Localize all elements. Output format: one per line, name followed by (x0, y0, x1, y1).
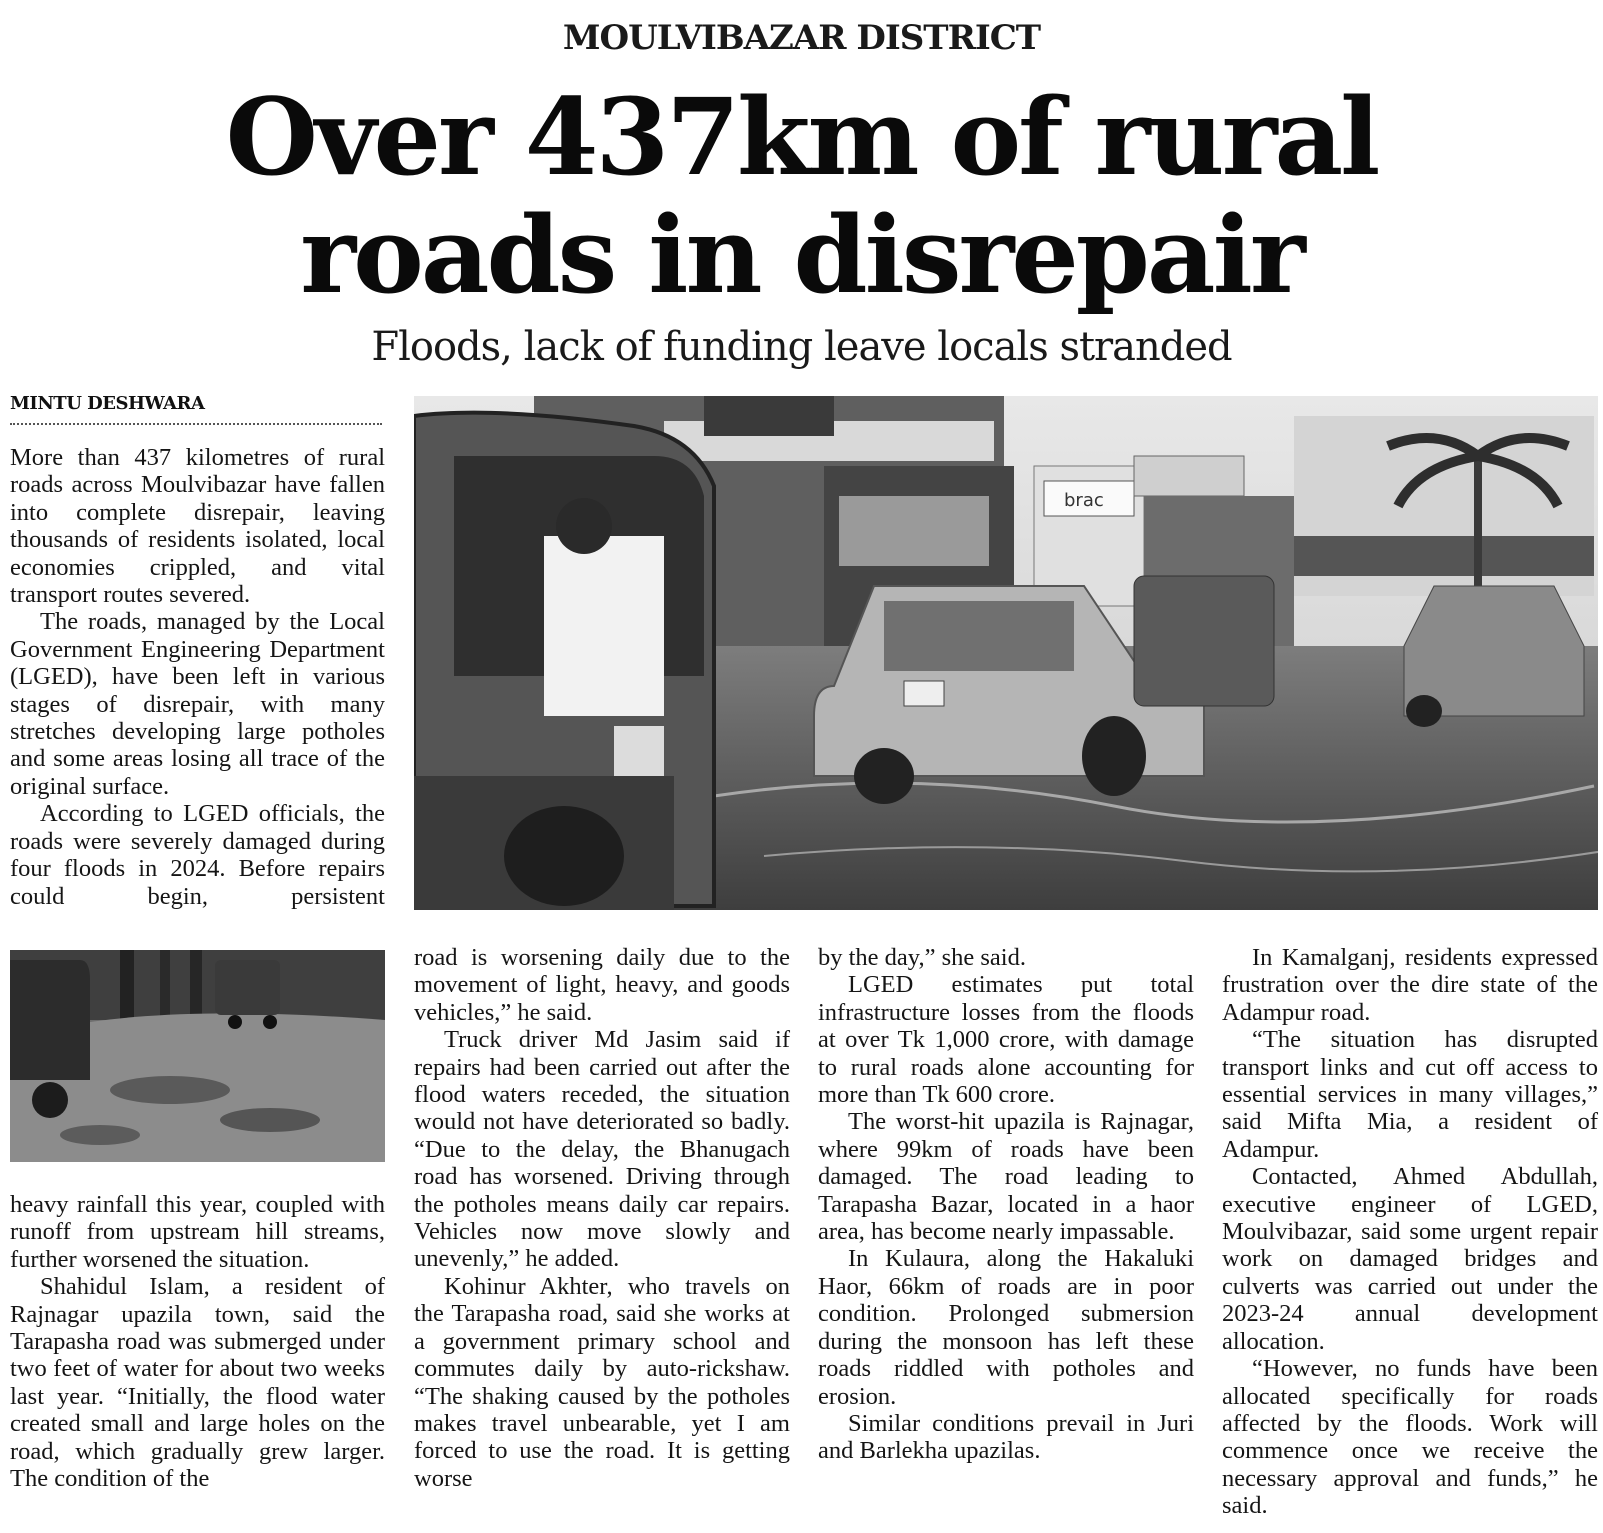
byline: MINTU DESHWARA (10, 393, 382, 425)
column-1-top (10, 444, 385, 910)
column-1-bottom (10, 1191, 385, 1492)
paragraph: heavy rainfall this year, coupled with runoff from upstream hill streams, further worsened the situation. (10, 1191, 385, 1273)
paragraph: Kohinur Akhter, who travels on the Tarapasha road, said she works at a government primary school and commutes daily by auto-rickshaw. “The shaking caused by the potholes makes travel unbearable, yet I am forced to use the road. It is getting worse (414, 1272, 790, 1492)
section-kicker: MOULVIBAZAR DISTRICT (562, 18, 1041, 58)
flooded-street-illustration (414, 396, 1598, 910)
paragraph: “However, no funds have been allocated specifically for roads affected by the floods. Work will commence once we receive the necessary approval and funds,” he said. (1222, 1355, 1598, 1520)
headline (0, 74, 1603, 317)
column-2 (414, 944, 790, 1492)
potholed-road-illustration (10, 950, 385, 1162)
paragraph: In Kamalganj, residents expressed frustration over the dire state of the Adampur road. (1222, 944, 1598, 1026)
subheadline: Floods, lack of funding leave locals stranded (371, 324, 1232, 370)
paragraph: Contacted, Ahmed Abdullah, executive engineer of LGED, Moulvibazar, said some urgent repair work on damaged bridges and culverts was carried out under the 2023-24 annual development allocation. (1222, 1163, 1598, 1355)
paragraph: More than 437 kilometres of rural roads across Moulvibazar have fallen into complete disrepair, leaving thousands of residents isolated, local economies crippled, and vital transport routes severed. (10, 444, 385, 609)
main-photo (414, 396, 1598, 910)
paragraph: Truck driver Md Jasim said if repairs had been carried out after the flood waters receded, the situation would not have deteriorated so badly. “Due to the delay, the Bhanugach road has worsened. Driving through the potholes means daily car repairs. Vehicles now move slowly and unevenly,” he added. (414, 1026, 790, 1273)
paragraph: Shahidul Islam, a resident of Rajnagar upazila town, said the Tarapasha road was submerged under two feet of water for about two weeks last year. “Initially, the flood water created small and large holes on the road, which gradually grew larger. The condition of the (10, 1273, 385, 1493)
paragraph: Similar conditions prevail in Juri and Barlekha upazilas. (818, 1409, 1194, 1465)
paragraph: The roads, managed by the Local Government Engineering Department (LGED), have been left in various stages of disrepair, with many stretches developing large potholes and some areas losing all trace of the original surface. (10, 608, 385, 800)
paragraph: road is worsening daily due to the movement of light, heavy, and goods vehicles,” he said. (414, 944, 790, 1026)
headline-line-2: roads in disrepair (300, 192, 1303, 317)
paragraph: The worst-hit upazila is Rajnagar, where 99km of roads have been damaged. The road leading to Tarapasha Bazar, located in a haor area, has become nearly impassable. (818, 1108, 1194, 1246)
column-3 (818, 944, 1194, 1465)
paragraph: by the day,” she said. (818, 944, 1026, 971)
paragraph: According to LGED officials, the roads were severely damaged during four floods in 2024. Before repairs could begin, persistent (10, 800, 385, 910)
paragraph: LGED estimates put total infrastructure losses from the floods at over Tk 1,000 crore, with damage to rural roads alone accounting for more than Tk 600 crore. (818, 971, 1194, 1109)
headline-line-1: Over 437km of rural (225, 74, 1378, 199)
side-photo (10, 950, 385, 1162)
column-4 (1222, 944, 1598, 1520)
brac-sign: brac (1064, 490, 1104, 511)
paragraph: “The situation has disrupted transport links and cut off access to essential services in many villages,” said Mifta Mia, a resident of Adampur. (1222, 1026, 1598, 1163)
paragraph: In Kulaura, along the Hakaluki Haor, 66km of roads are in poor condition. Prolonged submersion during the monsoon has left these roads riddled with potholes and erosion. (818, 1245, 1194, 1410)
